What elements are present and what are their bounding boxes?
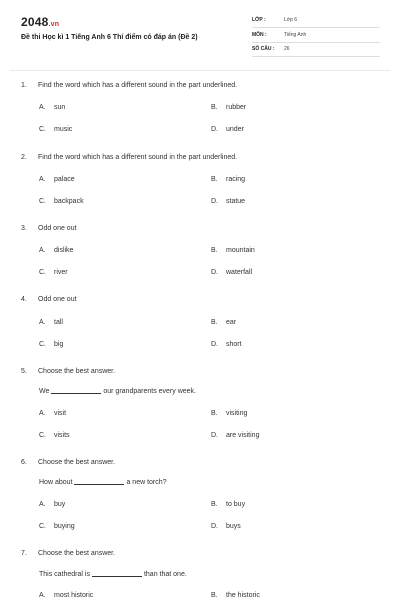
answer-option[interactable]: C. buying	[39, 523, 75, 530]
logo-suffix: .vn	[48, 21, 60, 28]
site-logo[interactable]	[21, 15, 59, 29]
answer-option[interactable]: D. under	[211, 126, 244, 133]
answer-blank	[51, 393, 101, 394]
question-sentence: How about a new torch?	[39, 479, 167, 486]
answer-option[interactable]: C. music	[39, 126, 73, 133]
answer-option[interactable]: B. visiting	[211, 410, 248, 417]
page-header	[0, 0, 400, 70]
answer-option[interactable]: D. buys	[211, 523, 241, 530]
question-stem: 1. Find the word which has a different sound in the part underlined.	[21, 82, 238, 89]
meta-label: SỐ CÂU :	[252, 46, 275, 52]
answer-option[interactable]: D. waterfall	[211, 269, 253, 276]
meta-row-subject	[252, 30, 380, 43]
question-sentence: We our grandparents every week.	[39, 388, 196, 395]
logo-number: 2048	[21, 15, 49, 29]
answer-option[interactable]: A. buy	[39, 501, 66, 508]
answer-blank	[92, 576, 142, 577]
answer-option[interactable]: D. are visiting	[211, 432, 260, 439]
answer-option[interactable]: D. short	[211, 341, 242, 348]
answer-option[interactable]: C. backpack	[39, 198, 84, 205]
answer-option[interactable]: C. big	[39, 341, 64, 348]
answer-option[interactable]: C. river	[39, 269, 68, 276]
answer-option[interactable]: D. statue	[211, 198, 246, 205]
question-stem: 7. Choose the best answer.	[21, 550, 116, 557]
answer-option[interactable]: A. sun	[39, 104, 66, 111]
question-stem: 4. Odd one out	[21, 296, 77, 303]
question-stem: 3. Odd one out	[21, 225, 77, 232]
question-sentence: This cathedral is than that one.	[39, 571, 187, 578]
header-divider	[10, 70, 390, 71]
meta-value: 26	[284, 46, 290, 52]
meta-value: Tiếng Anh	[284, 32, 307, 38]
meta-value: Lớp 6	[284, 17, 298, 23]
answer-option[interactable]: A. visit	[39, 410, 67, 417]
answer-option[interactable]: A. dislike	[39, 247, 74, 254]
question-stem: 5. Choose the best answer.	[21, 368, 116, 375]
answer-option[interactable]: B. the historic	[211, 592, 260, 599]
meta-row-count	[252, 44, 380, 57]
answer-option[interactable]: B. to buy	[211, 501, 246, 508]
answer-option[interactable]: B. mountain	[211, 247, 255, 254]
question-stem: 6. Choose the best answer.	[21, 459, 116, 466]
document-title: Đề thi Học kì 1 Tiếng Anh 6 Thí điểm có đáp án (Đề 2)	[21, 34, 198, 41]
answer-option[interactable]: A. most historic	[39, 592, 94, 599]
meta-label: LỚP :	[252, 17, 266, 23]
answer-option[interactable]: A. tall	[39, 319, 63, 326]
meta-row-class	[252, 15, 380, 28]
answer-option[interactable]: B. ear	[211, 319, 237, 326]
answer-option[interactable]: B. racing	[211, 176, 246, 183]
answer-option[interactable]: C. visits	[39, 432, 70, 439]
answer-option[interactable]: B. rubber	[211, 104, 247, 111]
answer-blank	[74, 484, 124, 485]
meta-label: MÔN :	[252, 32, 267, 38]
question-stem: 2. Find the word which has a different sound in the part underlined.	[21, 154, 238, 161]
answer-option[interactable]: A. palace	[39, 176, 75, 183]
